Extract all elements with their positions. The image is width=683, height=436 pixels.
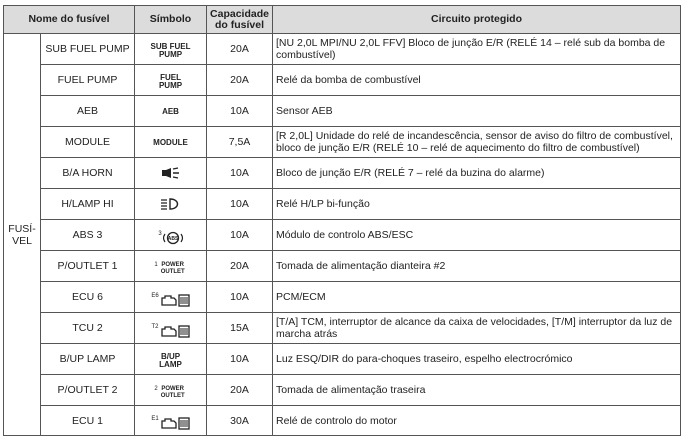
fuse-capacity-cell: 10A xyxy=(207,282,273,313)
table-row xyxy=(4,96,681,127)
fuse-capacity-cell: 7,5A xyxy=(207,127,273,158)
fuse-symbol-cell xyxy=(135,220,207,251)
table-row xyxy=(4,251,681,282)
table-row xyxy=(4,282,681,313)
fuse-capacity-cell: 20A xyxy=(207,65,273,96)
table-row xyxy=(4,127,681,158)
protected-circuit-cell: [T/A] TCM, interruptor de alcance da caixa de velocidades, [T/M] interruptor da luz de marcha atrás xyxy=(273,313,681,344)
fuse-name-cell: ECU 1 xyxy=(41,406,135,436)
protected-circuit-cell: [NU 2,0L MPI/NU 2,0L FFV] Bloco de junção E/R (RELÉ 14 – relé sub da bomba de combustível) xyxy=(273,34,681,65)
header-capacity: Capacidade do fusível xyxy=(207,6,273,34)
protected-circuit-cell: Tomada de alimentação traseira xyxy=(273,375,681,406)
protected-circuit-cell: Bloco de junção E/R (RELÉ 7 – relé da buzina do alarme) xyxy=(273,158,681,189)
fuse-name-cell: B/A HORN xyxy=(41,158,135,189)
fuse-name-cell: ABS 3 xyxy=(41,220,135,251)
fuse-symbol-cell xyxy=(135,158,207,189)
table-row xyxy=(4,158,681,189)
fuse-symbol-cell xyxy=(135,406,207,436)
fuse-capacity-cell: 10A xyxy=(207,344,273,375)
abs-icon xyxy=(163,231,183,245)
symbol-superscript: 3 xyxy=(158,230,162,237)
fuse-capacity-cell: 10A xyxy=(207,220,273,251)
fuse-capacity-cell: 30A xyxy=(207,406,273,436)
fuse-name-cell: B/UP LAMP xyxy=(41,344,135,375)
high-beam-icon xyxy=(160,198,182,210)
fuse-capacity-cell: 20A xyxy=(207,251,273,282)
fuse-symbol-cell xyxy=(135,313,207,344)
fuse-name-cell: H/LAMP HI xyxy=(41,189,135,220)
fuse-symbol-cell xyxy=(135,282,207,313)
fuse-capacity-cell: 10A xyxy=(207,158,273,189)
symbol-text: B/UP LAMP xyxy=(159,351,182,369)
fuse-symbol-cell xyxy=(135,189,207,220)
symbol-superscript: 2 xyxy=(154,385,158,392)
symbol-superscript: E1 xyxy=(151,416,159,422)
symbol-text: POWER OUTLET xyxy=(160,261,185,275)
protected-circuit-cell: Sensor AEB xyxy=(273,96,681,127)
horn-icon xyxy=(161,167,181,179)
engine-ecu-icon xyxy=(160,293,190,307)
fuse-table xyxy=(3,5,681,436)
fuse-name-cell: FUEL PUMP xyxy=(41,65,135,96)
engine-tcu-icon xyxy=(160,324,190,338)
table-row xyxy=(4,344,681,375)
fuse-capacity-cell: 10A xyxy=(207,96,273,127)
fuse-name-cell: TCU 2 xyxy=(41,313,135,344)
fuse-name-cell: MODULE xyxy=(41,127,135,158)
fuse-name-cell: ECU 6 xyxy=(41,282,135,313)
protected-circuit-cell: Módulo de controlo ABS/ESC xyxy=(273,220,681,251)
table-row xyxy=(4,189,681,220)
fuse-name-cell: P/OUTLET 1 xyxy=(41,251,135,282)
symbol-superscript: T2 xyxy=(151,323,159,330)
fuse-symbol-cell xyxy=(135,344,207,375)
fuse-table-wrapper xyxy=(3,5,681,436)
header-circuit: Circuito protegido xyxy=(273,6,681,34)
fuse-symbol-cell xyxy=(135,251,207,282)
fuse-table-body xyxy=(4,34,681,436)
fuse-group-label: FUSÍ- VEL xyxy=(4,34,41,436)
fuse-capacity-cell: 20A xyxy=(207,375,273,406)
table-row xyxy=(4,406,681,436)
table-row xyxy=(4,220,681,251)
protected-circuit-cell: PCM/ECM xyxy=(273,282,681,313)
fuse-capacity-cell: 20A xyxy=(207,34,273,65)
symbol-text: POWER OUTLET xyxy=(160,385,185,399)
fuse-capacity-cell: 10A xyxy=(207,189,273,220)
header-row xyxy=(4,6,681,34)
fuse-symbol-cell xyxy=(135,34,207,65)
table-row xyxy=(4,375,681,406)
protected-circuit-cell: [R 2,0L] Unidade do relé de incandescência, sensor de aviso do filtro de combustível, bloco de junção E/R (RELÉ 10 – relé de aquecimento do filtro de combustível) xyxy=(273,127,681,158)
fuse-name-cell: SUB FUEL PUMP xyxy=(41,34,135,65)
svg-text:ABS: ABS xyxy=(167,235,178,242)
table-row xyxy=(4,313,681,344)
symbol-text: MODULE xyxy=(153,138,188,147)
fuse-symbol-cell xyxy=(135,127,207,158)
protected-circuit-cell: Relé de controlo do motor xyxy=(273,406,681,436)
protected-circuit-cell: Tomada de alimentação dianteira #2 xyxy=(273,251,681,282)
fuse-capacity-cell: 15A xyxy=(207,313,273,344)
header-symbol: Símbolo xyxy=(135,6,207,34)
engine-ecu-icon xyxy=(160,416,190,430)
protected-circuit-cell: Relé H/LP bi-função xyxy=(273,189,681,220)
fuse-symbol-cell xyxy=(135,96,207,127)
fuse-name-cell: AEB xyxy=(41,96,135,127)
header-fuse-name: Nome do fusível xyxy=(4,6,135,34)
symbol-text: FUEL PUMP xyxy=(158,72,183,90)
protected-circuit-cell: Relé da bomba de combustível xyxy=(273,65,681,96)
protected-circuit-cell: Luz ESQ/DIR do para-choques traseiro, espelho electrocrómico xyxy=(273,344,681,375)
symbol-superscript: E6 xyxy=(151,292,159,299)
fuse-symbol-cell xyxy=(135,375,207,406)
table-row xyxy=(4,34,681,65)
fuse-symbol-cell xyxy=(135,65,207,96)
symbol-superscript: 1 xyxy=(154,261,158,268)
symbol-text: AEB xyxy=(162,107,179,116)
symbol-text: SUB FUEL PUMP xyxy=(150,41,191,59)
fuse-name-cell: P/OUTLET 2 xyxy=(41,375,135,406)
table-row xyxy=(4,65,681,96)
